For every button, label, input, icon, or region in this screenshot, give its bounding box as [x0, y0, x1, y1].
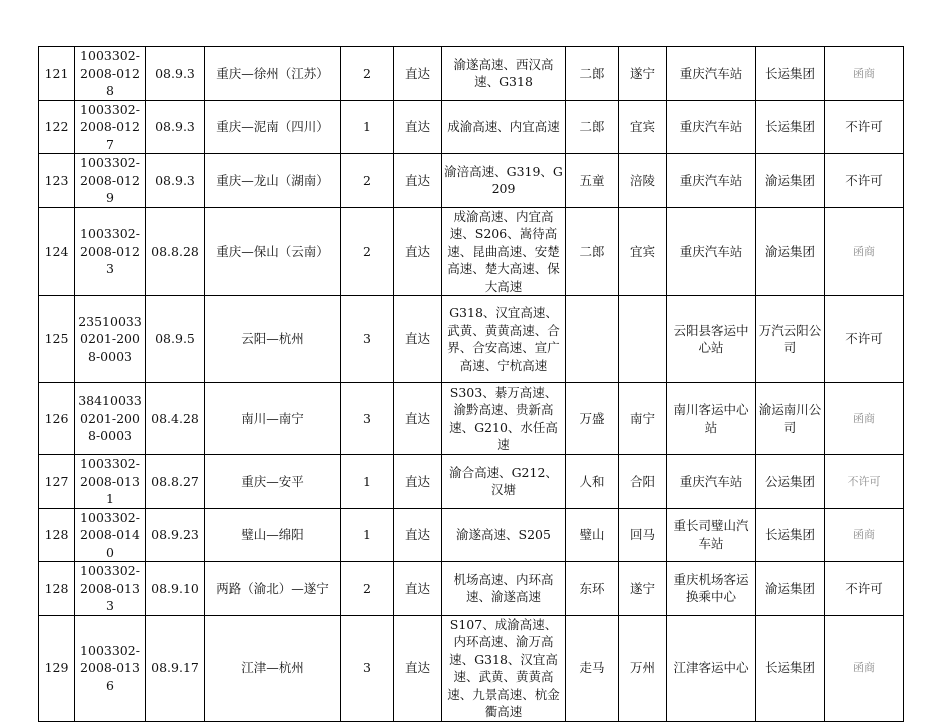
license-number-cell: 1003302-2008-0133 — [75, 562, 146, 616]
license-number-cell: 384100330201-2008-0003 — [75, 383, 146, 455]
operating-company-cell: 渝运集团 — [756, 154, 825, 208]
trip-count-cell: 3 — [341, 383, 394, 455]
stop-point-cell: 涪陵 — [619, 154, 667, 208]
origin-station-cell: 重长司璧山汽车站 — [667, 508, 756, 562]
origin-station-cell: 重庆机场客运换乘中心 — [667, 562, 756, 616]
operating-company-cell: 长运集团 — [756, 615, 825, 721]
origin-station-cell: 江津客运中心 — [667, 615, 756, 721]
remark-cell: 不许可 — [825, 296, 904, 383]
via-point-cell: 万盛 — [566, 383, 619, 455]
road-route-cell: 成渝高速、内宜高速、S206、嵩待高速、昆曲高速、安楚高速、楚大高速、保大高速 — [442, 207, 566, 296]
table-row — [39, 383, 904, 455]
approval-date-cell: 08.9.23 — [146, 508, 205, 562]
table-row — [39, 455, 904, 509]
trip-count-cell: 1 — [341, 455, 394, 509]
table-row — [39, 508, 904, 562]
operating-company-cell: 长运集团 — [756, 47, 825, 101]
approval-date-cell: 08.9.3 — [146, 154, 205, 208]
service-mode-cell: 直达 — [394, 508, 442, 562]
operating-company-cell: 公运集团 — [756, 455, 825, 509]
service-mode-cell: 直达 — [394, 207, 442, 296]
row-number-cell: 128 — [39, 562, 75, 616]
approval-date-cell: 08.9.3 — [146, 100, 205, 154]
service-mode-cell: 直达 — [394, 154, 442, 208]
operating-company-cell: 渝运集团 — [756, 207, 825, 296]
table-row — [39, 562, 904, 616]
table-row — [39, 154, 904, 208]
trip-count-cell: 3 — [341, 615, 394, 721]
stop-point-cell: 宜宾 — [619, 100, 667, 154]
via-point-cell: 东环 — [566, 562, 619, 616]
license-number-cell: 1003302-2008-0131 — [75, 455, 146, 509]
via-point-cell: 二郎 — [566, 100, 619, 154]
approval-date-cell: 08.8.28 — [146, 207, 205, 296]
license-number-cell: 1003302-2008-0136 — [75, 615, 146, 721]
road-route-cell: 渝遂高速、西汉高速、G318 — [442, 47, 566, 101]
stop-point-cell: 宜宾 — [619, 207, 667, 296]
road-route-cell: 成渝高速、内宜高速 — [442, 100, 566, 154]
stop-point-cell: 万州 — [619, 615, 667, 721]
approval-date-cell: 08.9.3 — [146, 47, 205, 101]
route-name-cell: 重庆—龙山（湖南） — [205, 154, 341, 208]
trip-count-cell: 2 — [341, 562, 394, 616]
remark-cell: 函商 — [825, 47, 904, 101]
origin-station-cell: 重庆汽车站 — [667, 154, 756, 208]
license-number-cell: 1003302-2008-0127 — [75, 100, 146, 154]
stop-point-cell — [619, 296, 667, 383]
row-number-cell: 124 — [39, 207, 75, 296]
stop-point-cell: 南宁 — [619, 383, 667, 455]
table-row — [39, 100, 904, 154]
trip-count-cell: 1 — [341, 508, 394, 562]
remark-cell: 函商 — [825, 383, 904, 455]
origin-station-cell: 重庆汽车站 — [667, 100, 756, 154]
origin-station-cell: 重庆汽车站 — [667, 455, 756, 509]
approval-date-cell: 08.9.17 — [146, 615, 205, 721]
service-mode-cell: 直达 — [394, 296, 442, 383]
via-point-cell: 五童 — [566, 154, 619, 208]
remark-cell: 不许可 — [825, 154, 904, 208]
route-name-cell: 重庆—泥南（四川） — [205, 100, 341, 154]
row-number-cell: 125 — [39, 296, 75, 383]
approval-date-cell: 08.9.5 — [146, 296, 205, 383]
via-point-cell — [566, 296, 619, 383]
operating-company-cell: 渝运集团 — [756, 562, 825, 616]
remark-cell: 函商 — [825, 508, 904, 562]
stop-point-cell: 遂宁 — [619, 562, 667, 616]
via-point-cell: 二郎 — [566, 207, 619, 296]
table-row — [39, 47, 904, 101]
service-mode-cell: 直达 — [394, 455, 442, 509]
via-point-cell: 人和 — [566, 455, 619, 509]
route-license-table — [38, 46, 904, 722]
row-number-cell: 121 — [39, 47, 75, 101]
route-name-cell: 江津—杭州 — [205, 615, 341, 721]
road-route-cell: 渝遂高速、S205 — [442, 508, 566, 562]
approval-date-cell: 08.8.27 — [146, 455, 205, 509]
license-number-cell: 1003302-2008-0128 — [75, 47, 146, 101]
remark-cell: 不许可 — [825, 100, 904, 154]
via-point-cell: 璧山 — [566, 508, 619, 562]
trip-count-cell: 3 — [341, 296, 394, 383]
row-number-cell: 128 — [39, 508, 75, 562]
stop-point-cell: 回马 — [619, 508, 667, 562]
stop-point-cell: 合阳 — [619, 455, 667, 509]
operating-company-cell: 万汽云阳公司 — [756, 296, 825, 383]
operating-company-cell: 长运集团 — [756, 100, 825, 154]
road-route-cell: 机场高速、内环高速、渝遂高速 — [442, 562, 566, 616]
row-number-cell: 123 — [39, 154, 75, 208]
service-mode-cell: 直达 — [394, 562, 442, 616]
via-point-cell: 二郎 — [566, 47, 619, 101]
road-route-cell: 渝涪高速、G319、G209 — [442, 154, 566, 208]
service-mode-cell: 直达 — [394, 47, 442, 101]
row-number-cell: 122 — [39, 100, 75, 154]
row-number-cell: 127 — [39, 455, 75, 509]
origin-station-cell: 重庆汽车站 — [667, 207, 756, 296]
route-name-cell: 璧山—绵阳 — [205, 508, 341, 562]
license-number-cell: 1003302-2008-0123 — [75, 207, 146, 296]
via-point-cell: 走马 — [566, 615, 619, 721]
route-name-cell: 重庆—徐州（江苏） — [205, 47, 341, 101]
trip-count-cell: 1 — [341, 100, 394, 154]
operating-company-cell: 渝运南川公司 — [756, 383, 825, 455]
row-number-cell: 129 — [39, 615, 75, 721]
remark-cell: 不许可 — [825, 562, 904, 616]
table-row — [39, 296, 904, 383]
stop-point-cell: 遂宁 — [619, 47, 667, 101]
service-mode-cell: 直达 — [394, 383, 442, 455]
approval-date-cell: 08.4.28 — [146, 383, 205, 455]
trip-count-cell: 2 — [341, 154, 394, 208]
license-number-cell: 235100330201-2008-0003 — [75, 296, 146, 383]
route-name-cell: 云阳—杭州 — [205, 296, 341, 383]
approval-date-cell: 08.9.10 — [146, 562, 205, 616]
table-body — [39, 47, 904, 722]
route-name-cell: 重庆—安平 — [205, 455, 341, 509]
trip-count-cell: 2 — [341, 207, 394, 296]
route-name-cell: 重庆—保山（云南） — [205, 207, 341, 296]
route-name-cell: 南川—南宁 — [205, 383, 341, 455]
operating-company-cell: 长运集团 — [756, 508, 825, 562]
table-row — [39, 207, 904, 296]
remark-cell: 函商 — [825, 615, 904, 721]
remark-cell: 不许可 — [825, 455, 904, 509]
road-route-cell: G318、汉宜高速、武黄、黄黄高速、合界、合安高速、宣广高速、宁杭高速 — [442, 296, 566, 383]
origin-station-cell: 重庆汽车站 — [667, 47, 756, 101]
road-route-cell: S303、綦万高速、渝黔高速、贵新高速、G210、水任高速 — [442, 383, 566, 455]
origin-station-cell: 云阳县客运中心站 — [667, 296, 756, 383]
service-mode-cell: 直达 — [394, 100, 442, 154]
license-number-cell: 1003302-2008-0140 — [75, 508, 146, 562]
route-name-cell: 两路（渝北）—遂宁 — [205, 562, 341, 616]
service-mode-cell: 直达 — [394, 615, 442, 721]
road-route-cell: 渝合高速、G212、汉塘 — [442, 455, 566, 509]
origin-station-cell: 南川客运中心站 — [667, 383, 756, 455]
trip-count-cell: 2 — [341, 47, 394, 101]
table-row — [39, 615, 904, 721]
row-number-cell: 126 — [39, 383, 75, 455]
remark-cell: 函商 — [825, 207, 904, 296]
road-route-cell: S107、成渝高速、内环高速、渝万高速、G318、汉宜高速、武黄、黄黄高速、九景高速、杭金衢高速 — [442, 615, 566, 721]
license-number-cell: 1003302-2008-0129 — [75, 154, 146, 208]
